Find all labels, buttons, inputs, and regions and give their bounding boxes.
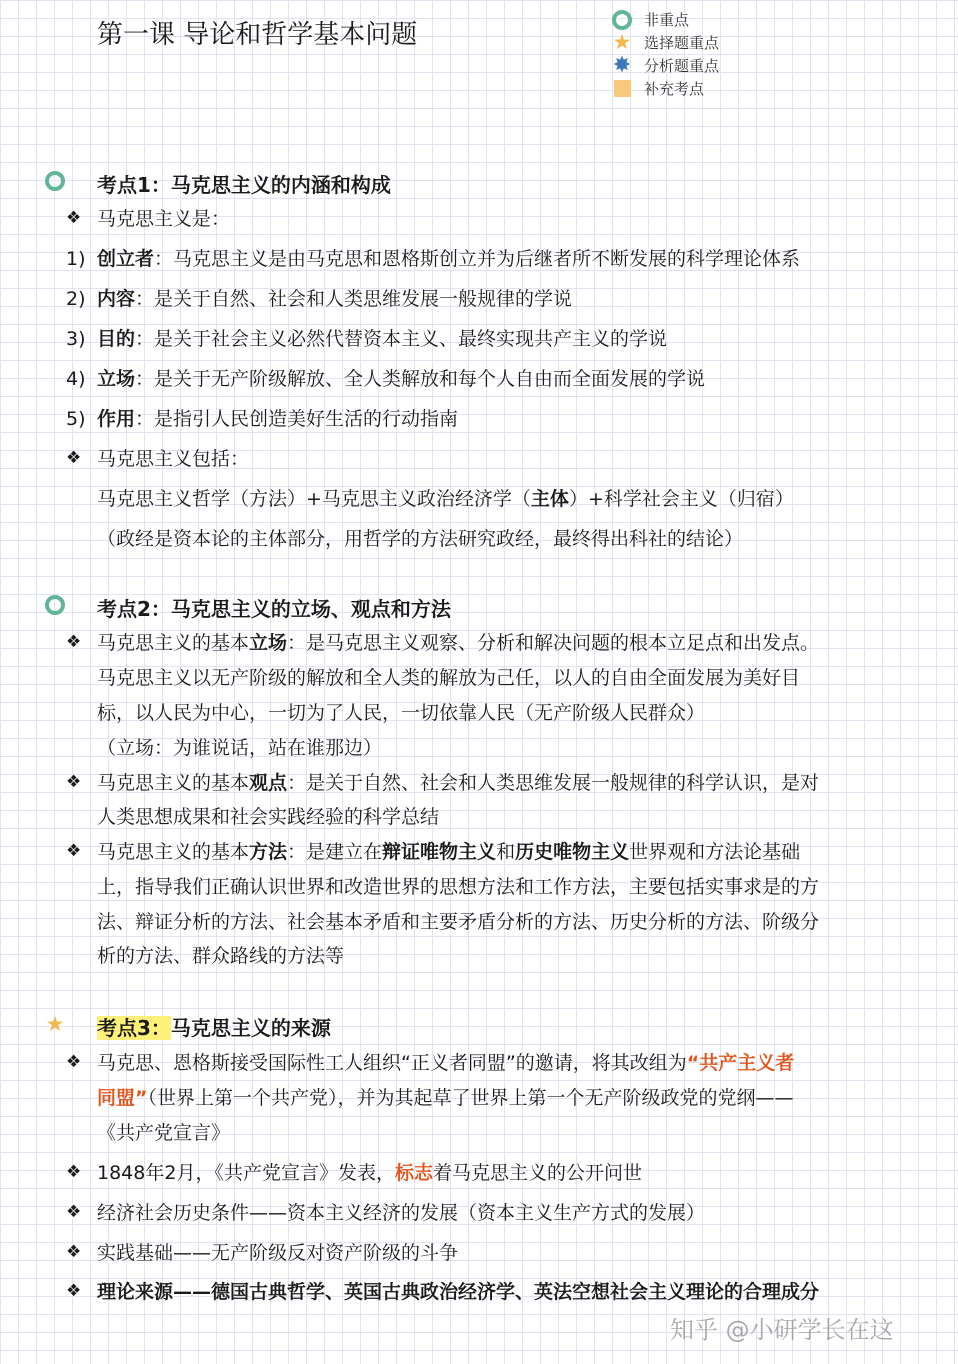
list-item-key: 立场	[97, 368, 136, 390]
s3-para-1-line: 同盟”（世界上第一个共产党），并为其起草了世界上第一个无产阶级政党的党纲——	[97, 1087, 794, 1109]
list-item	[97, 290, 572, 309]
star-icon: ★	[45, 1011, 65, 1036]
s1-note: （政经是资本论的主体部分，用哲学的方法研究政经，最终得出科社的结论）	[97, 528, 744, 550]
s2-para-3: 马克思主义的基本方法：是建立在辩证唯物主义和历史唯物主义世界观和方法论基础	[97, 841, 801, 863]
list-item	[97, 410, 458, 429]
diamond-bullet-icon: ❖	[66, 841, 82, 861]
list-item-key: 作用	[97, 408, 136, 430]
list-item-text: ：是关于自然、社会和人类思维发展一般规律的学说	[135, 288, 573, 310]
section-2-title: 考点2：马克思主义的立场、观点和方法	[97, 597, 451, 621]
list-item	[97, 370, 705, 389]
burst-icon: ✸	[612, 52, 632, 78]
s2-para-3-line: 上，指导我们正确认识世界和改造世界的思想方法和工作方法，主要包括实事求是的方	[97, 876, 820, 898]
legend-item-non-key	[610, 8, 719, 31]
s2-para-2-line: 人类思想成果和社会实践经验的科学总结	[97, 806, 440, 828]
list-item	[97, 330, 667, 349]
diamond-bullet-icon: ❖	[66, 1281, 82, 1301]
s2-para-3-line: 析的方法、群众路线的方法等	[97, 945, 345, 967]
s3-para-4: 实践基础——无产阶级反对资产阶级的斗争	[97, 1242, 459, 1264]
s2-para-1-line: 马克思主义以无产阶级的解放和全人类的解放为己任，以人的自由全面发展为美好目	[97, 667, 801, 689]
ring-icon	[610, 8, 634, 31]
s2-para-1-line: 标，以人民为中心，一切为了人民，一切依靠人民（无产阶级人民群众）	[97, 702, 706, 724]
list-item-key: 内容	[97, 288, 136, 310]
diamond-bullet-icon: ❖	[66, 208, 82, 228]
section-1-title: 考点1：马克思主义的内涵和构成	[97, 173, 391, 197]
s3-para-1: 马克思、恩格斯接受国际性工人组织“正义者同盟”的邀请，将其改组为“共产主义者	[97, 1052, 795, 1074]
diamond-bullet-icon: ❖	[66, 1202, 82, 1222]
legend-label: 补充考点	[644, 80, 705, 98]
s3-para-5: 理论来源——德国古典哲学、英国古典政治经济学、英法空想社会主义理论的合理成分	[97, 1281, 820, 1303]
legend	[610, 8, 719, 100]
legend-label: 非重点	[644, 11, 690, 29]
s1-bullet-2: 马克思主义包括：	[97, 448, 250, 470]
list-item-text: ：是关于无产阶级解放、全人类解放和每个人自由而全面发展的学说	[135, 368, 706, 390]
star-icon: ★	[612, 30, 632, 54]
list-item-text: ：马克思主义是由马克思和恩格斯创立并为后继者所不断发展的科学理论体系	[154, 248, 801, 270]
square-icon	[610, 77, 634, 100]
s3-para-1-line: 《共产党宣言》	[97, 1122, 231, 1144]
ring-icon	[43, 169, 67, 193]
s2-para-2: 马克思主义的基本观点：是关于自然、社会和人类思维发展一般规律的科学认识，是对	[97, 772, 820, 794]
diamond-bullet-icon: ❖	[66, 1242, 82, 1262]
legend-item-supplement	[610, 77, 719, 100]
list-item	[97, 250, 800, 269]
list-number: 2)	[66, 288, 86, 310]
list-item-text: ：是关于社会主义必然代替资本主义、最终实现共产主义的学说	[135, 328, 668, 350]
watermark: 知乎 @小研学长在这	[670, 1316, 894, 1344]
diamond-bullet-icon: ❖	[66, 632, 82, 652]
list-number: 5)	[66, 408, 86, 430]
s3-para-2: 1848年2月，《共产党宣言》发表，标志着马克思主义的公开问世	[97, 1162, 642, 1184]
page-title: 第一课 导论和哲学基本问题	[97, 20, 418, 50]
diamond-bullet-icon: ❖	[66, 772, 82, 792]
diamond-bullet-icon: ❖	[66, 448, 82, 468]
section-3-title: 考点3：马克思主义的来源	[97, 1016, 331, 1040]
s2-para-1: 马克思主义的基本立场：是马克思主义观察、分析和解决问题的根本立足点和出发点。	[97, 632, 820, 654]
list-item-key: 创立者	[97, 248, 155, 270]
legend-item-choice-key	[610, 31, 719, 54]
legend-label: 分析题重点	[644, 57, 720, 75]
list-number: 3)	[66, 328, 86, 350]
diamond-bullet-icon: ❖	[66, 1052, 82, 1072]
list-number: 4)	[66, 368, 86, 390]
s1-composition: 马克思主义哲学（方法）+马克思主义政治经济学（主体）+科学社会主义（归宿）	[97, 488, 794, 510]
legend-item-analysis-key	[610, 54, 719, 77]
s1-bullet-1: 马克思主义是：	[97, 208, 231, 230]
s3-para-3: 经济社会历史条件——资本主义经济的发展（资本主义生产方式的发展）	[97, 1202, 706, 1224]
s2-para-1-line: （立场：为谁说话，站在谁那边）	[97, 737, 383, 759]
legend-label: 选择题重点	[644, 34, 720, 52]
ring-icon	[43, 593, 67, 617]
list-number: 1)	[66, 248, 86, 270]
list-item-text: ：是指引人民创造美好生活的行动指南	[135, 408, 459, 430]
s2-para-3-line: 法、辩证分析的方法、社会基本矛盾和主要矛盾分析的方法、历史分析的方法、阶级分	[97, 911, 820, 933]
list-item-key: 目的	[97, 328, 136, 350]
diamond-bullet-icon: ❖	[66, 1162, 82, 1182]
